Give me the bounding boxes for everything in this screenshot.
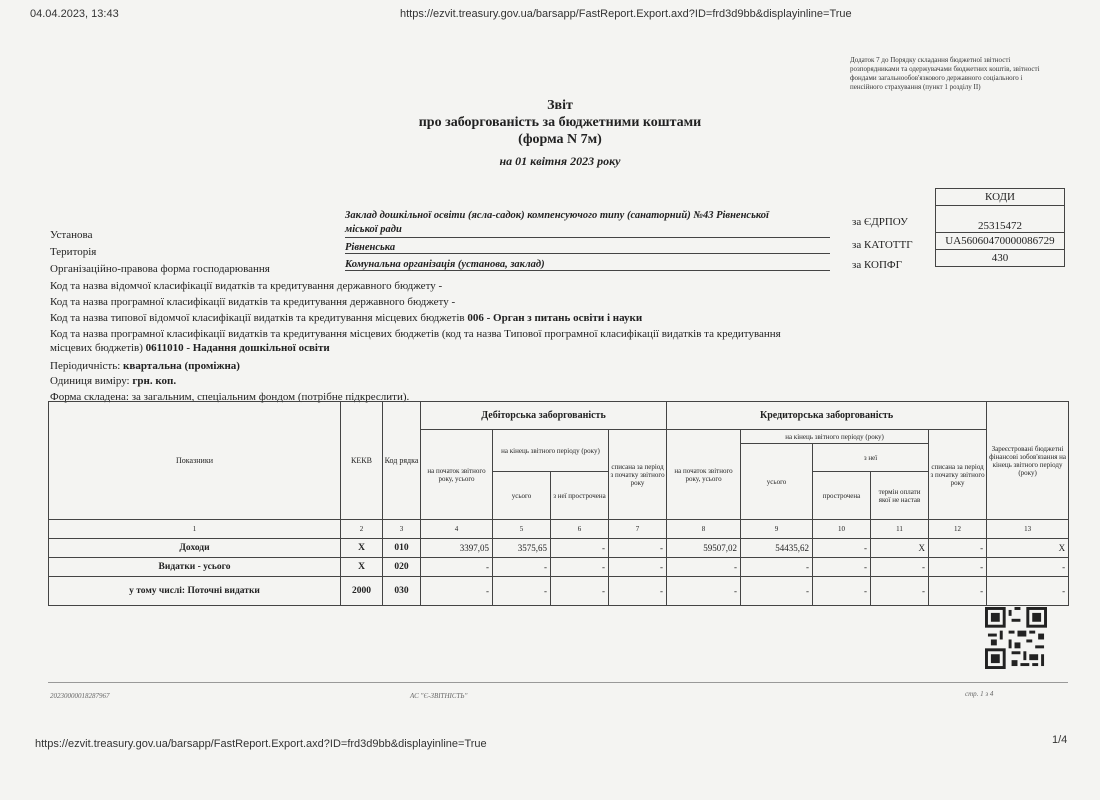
col-num: 4 [421, 520, 493, 539]
unit-label: Одиниця виміру: [50, 375, 130, 387]
cell: - [609, 577, 667, 606]
footer-doc-id: 20230000018287967 [50, 692, 110, 700]
dept-classification-line: Код та назва відомчої класифікації видатків та кредитування державного бюджету - [50, 280, 443, 292]
cell: 010 [383, 539, 421, 558]
header-debit-end: на кінець звітного періоду (року) [493, 430, 609, 472]
cell: - [667, 577, 741, 606]
header-debit-writeoff: списана за період з початку звітного року [609, 430, 667, 520]
header-credit-writeoff: списана за період з початку звітного року [929, 430, 987, 520]
periodicity-line [50, 360, 240, 372]
cell: 2000 [341, 577, 383, 606]
territory-label: Територія [50, 246, 97, 258]
print-page-number: 1/4 [1052, 734, 1068, 746]
header-credit-end: на кінець звітного періоду (року) [741, 430, 929, 444]
cell: - [813, 558, 871, 577]
cell: - [551, 558, 609, 577]
col-num: 9 [741, 520, 813, 539]
kopfg-value: 430 [936, 250, 1065, 267]
cell: X [341, 539, 383, 558]
header-debit: Дебіторська заборгованість [421, 402, 667, 430]
footer-page: стр. 1 з 4 [965, 690, 994, 698]
cell: - [609, 558, 667, 577]
typical-classification-label: Код та назва типової відомчої класифікації видатків та кредитування місцевих бюджетів [50, 312, 465, 324]
cell: - [551, 577, 609, 606]
cell: 54435,62 [741, 539, 813, 558]
report-date: на 01 квітня 2023 року [499, 154, 621, 168]
cell: - [987, 558, 1069, 577]
typical-classification-line [50, 312, 642, 324]
header-debit-start: на початок звітного року, усього [421, 430, 493, 520]
cell: - [551, 539, 609, 558]
unit-value: грн. коп. [132, 375, 177, 387]
col-num: 5 [493, 520, 551, 539]
cell: - [929, 577, 987, 606]
table-row [49, 539, 1069, 558]
print-url-top[interactable]: https://ezvit.treasury.gov.ua/barsapp/FastReport.Export.axd?ID=frd3d9bb&displayinline=True [400, 8, 852, 20]
col-num: 6 [551, 520, 609, 539]
cell: X [987, 539, 1069, 558]
periodicity-label: Періодичність: [50, 360, 121, 372]
cell: - [871, 558, 929, 577]
cell: X [871, 539, 929, 558]
prog-classification-line: Код та назва програмної класифікації видатків та кредитування державного бюджету - [50, 296, 456, 308]
header-credit-start: на початок звітного року, усього [667, 430, 741, 520]
cell: - [609, 539, 667, 558]
local-classification-label1: Код та назва програмної класифікації видатків та кредитування місцевих бюджетів (код та назва Типової програмної класифікації видатків та кредитування [50, 328, 781, 340]
col-num: 1 [49, 520, 341, 539]
header-credit-not-due: термін оплати якої не настав [871, 472, 929, 520]
footer-system: АС "Є-ЗВІТНІСТЬ" [410, 692, 468, 700]
legal-form-label: Організаційно-правова форма господарювання [50, 263, 270, 275]
institution-line1: Заклад дошкільної освіти (ясла-садок) компенсуючого типу (санаторний) №43 Рівненської [345, 210, 769, 221]
edrpou-label: за ЄДРПОУ [852, 216, 908, 228]
header-debit-overdue: з неї прострочена [551, 472, 609, 520]
row-label: Доходи [49, 539, 341, 558]
legal-form-value: Комунальна організація (установа, заклад) [345, 259, 830, 271]
header-credit: Кредиторська заборгованість [667, 402, 987, 430]
col-num: 7 [609, 520, 667, 539]
katottg-label: за КАТОТТГ [852, 239, 913, 251]
row-label: у тому числі: Поточні видатки [49, 577, 341, 606]
edrpou-value: 25315472 [936, 206, 1065, 233]
periodicity-value: квартальна (проміжна) [123, 360, 240, 372]
header-registered: Зареєстровані бюджетні фінансові зобов'язання на кінець звітного періоду (року) [987, 402, 1069, 520]
form-note-a: Форма складена: за загальним, [50, 391, 198, 403]
col-num: 11 [871, 520, 929, 539]
col-num: 2 [341, 520, 383, 539]
col-num: 3 [383, 520, 421, 539]
local-classification-value: 0611010 - Надання дошкільної освіти [145, 342, 330, 354]
cell: - [813, 539, 871, 558]
codes-header: КОДИ [936, 189, 1065, 206]
col-num: 13 [987, 520, 1069, 539]
header-credit-total: усього [741, 444, 813, 520]
cell: - [871, 577, 929, 606]
header-credit-overdue: прострочена [813, 472, 871, 520]
local-classification-label2: місцевих бюджетів) [50, 342, 143, 354]
cell: - [813, 577, 871, 606]
table-row [49, 558, 1069, 577]
katottg-value: UA56060470000086729 [936, 233, 1065, 250]
kopfg-label: за КОПФГ [852, 259, 902, 271]
cell: - [667, 558, 741, 577]
table-row [49, 577, 1069, 606]
row-label: Видатки - усього [49, 558, 341, 577]
cell: - [741, 558, 813, 577]
annex-note: Додаток 7 до Порядку складання бюджетної звітності розпорядниками та одержувачами бюджетних коштів, звітності фондами загальнообов'язкового державного соціального і пенсійного страхування (пункт 1 розділу ІІ) [850, 56, 1040, 91]
header-debit-total: усього [493, 472, 551, 520]
form-note-c: фондом (потрібне підкреслити). [255, 391, 410, 403]
cell: 3397,05 [421, 539, 493, 558]
col-num: 10 [813, 520, 871, 539]
institution-value [345, 209, 830, 238]
form-note-special: спеціальним [197, 391, 256, 403]
report-form-number: (форма N 7м) [518, 132, 602, 147]
institution-label: Установа [50, 229, 93, 241]
header-credit-of-them: з неї [813, 444, 929, 472]
cell: 59507,02 [667, 539, 741, 558]
print-url-bottom[interactable]: https://ezvit.treasury.gov.ua/barsapp/FastReport.Export.axd?ID=frd3d9bb&displayinline=True [35, 738, 487, 750]
cell: - [741, 577, 813, 606]
column-numbers-row [49, 520, 1069, 539]
debt-table [48, 401, 1069, 606]
cell: - [421, 577, 493, 606]
report-title: Звіт [547, 98, 573, 113]
cell: 020 [383, 558, 421, 577]
col-num: 8 [667, 520, 741, 539]
cell: - [493, 577, 551, 606]
print-datetime: 04.04.2023, 13:43 [30, 8, 119, 20]
unit-line [50, 375, 176, 387]
footer-divider [48, 682, 1068, 683]
cell: - [421, 558, 493, 577]
cell: X [341, 558, 383, 577]
cell: - [987, 577, 1069, 606]
header-kekv: КЕКВ [341, 402, 383, 520]
typical-classification-value: 006 - Орган з питань освіти і науки [467, 312, 643, 324]
institution-line2: міської ради [345, 224, 402, 235]
report-subtitle: про заборгованість за бюджетними коштами [418, 115, 702, 130]
col-num: 12 [929, 520, 987, 539]
header-indicators: Показники [49, 402, 341, 520]
cell: - [929, 539, 987, 558]
qr-code [985, 607, 1047, 669]
territory-value: Рівненська [345, 242, 830, 254]
header-row-code: Код рядка [383, 402, 421, 520]
cell: - [929, 558, 987, 577]
cell: 3575,65 [493, 539, 551, 558]
codes-table [935, 188, 1065, 267]
cell: 030 [383, 577, 421, 606]
cell: - [493, 558, 551, 577]
local-classification-line2 [50, 342, 330, 354]
